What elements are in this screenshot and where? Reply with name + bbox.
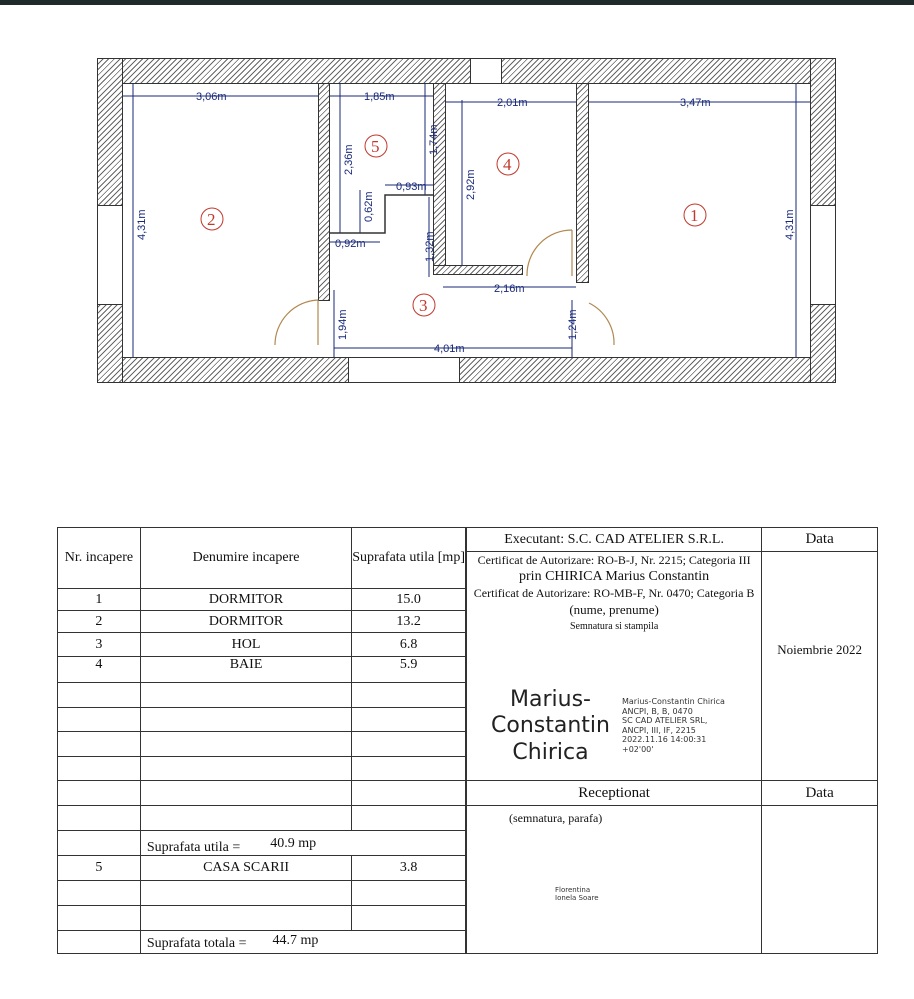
cell-nr: 4 — [58, 657, 141, 683]
cell-name: CASA SCARII — [140, 856, 351, 881]
signature-details — [622, 697, 725, 755]
dim-label: 3,47m — [680, 97, 711, 109]
sig-detail: ANCPI, III, IF, 2215 — [622, 725, 696, 735]
dim-label: 0,93m — [396, 181, 427, 193]
parafa-text: (semnatura, parafa) — [509, 811, 603, 825]
cell-name: DORMITOR — [140, 611, 351, 633]
header-denumire: Denumire incapere — [140, 528, 351, 589]
cell-name: BAIE — [140, 657, 351, 683]
utila-label: Suprafata utila = — [146, 839, 241, 855]
digital-signature — [491, 687, 610, 766]
nume-text: (nume, prenume) — [569, 601, 659, 617]
cell-name: HOL — [140, 633, 351, 657]
room-number-3: 3 — [419, 296, 428, 315]
receptionat-label: Receptionat — [467, 781, 762, 806]
totala-value: 44.7 mp — [272, 932, 319, 948]
rooms-table — [57, 527, 466, 954]
table-row — [58, 657, 466, 683]
sig-detail: ANCPI, B, B, 0470 — [622, 706, 693, 716]
table-row — [58, 856, 466, 881]
dim-label: 2,92m — [465, 169, 477, 200]
dim-label: 4,31m — [784, 209, 796, 240]
cell-nr: 5 — [58, 856, 141, 881]
sig-name-line: Chirica — [512, 739, 589, 765]
sig2-line: Ionela Soare — [555, 894, 599, 903]
sig-name-line: Constantin — [491, 713, 610, 739]
dim-label: 0,92m — [335, 238, 366, 250]
receptionat-signature — [555, 886, 599, 903]
data-header: Data — [762, 528, 878, 552]
cell-area: 6.8 — [352, 633, 466, 657]
executant-label: Executant: S.C. CAD ATELIER S.R.L. — [467, 528, 762, 552]
totala-row — [58, 931, 466, 954]
table-row-empty — [58, 757, 466, 781]
cell-nr: 1 — [58, 589, 141, 611]
sig-detail: 2022.11.16 14:00:31 — [622, 735, 707, 745]
sig-detail: +02'00' — [622, 744, 654, 754]
table-row-empty — [58, 881, 466, 906]
room-number-5: 5 — [371, 137, 380, 156]
dim-label: 4,31m — [136, 209, 148, 240]
sig-detail: SC CAD ATELIER SRL, — [622, 716, 708, 726]
utila-row — [58, 831, 466, 856]
dim-label: 4,01m — [434, 343, 465, 355]
sig-name-line: Marius- — [510, 687, 591, 712]
dim-label: 0,62m — [363, 191, 375, 222]
utila-value: 40.9 mp — [270, 835, 317, 851]
table-row — [58, 633, 466, 657]
cell-nr: 3 — [58, 633, 141, 657]
cell-area: 5.9 — [352, 657, 466, 683]
table-row-empty — [58, 683, 466, 708]
room-number-1: 1 — [690, 206, 699, 225]
prin-text: prin CHIRICA Marius Constantin — [519, 569, 710, 585]
cell-area: 13.2 — [352, 611, 466, 633]
dim-label: 1,24m — [567, 309, 579, 340]
totala-label: Suprafata totala = — [146, 935, 247, 951]
table-row-empty — [58, 708, 466, 732]
room-number-4: 4 — [503, 155, 512, 174]
floor-plan-dimensions — [0, 0, 914, 400]
receptionat-date-cell — [762, 806, 878, 954]
table-header — [58, 528, 466, 589]
signature-table — [466, 527, 878, 954]
table-row — [58, 611, 466, 633]
dim-label: 1,74m — [428, 124, 440, 155]
table-row-empty — [58, 806, 466, 831]
header-nr: Nr. incapere — [58, 528, 141, 589]
dim-label: 3,06m — [196, 91, 227, 103]
room-number-2: 2 — [207, 210, 216, 229]
date-cell — [762, 552, 878, 781]
cell-nr: 2 — [58, 611, 141, 633]
table-row — [58, 589, 466, 611]
sig2-line: Florentina — [555, 886, 591, 894]
table-row-empty — [58, 781, 466, 806]
receptionat-cell — [467, 806, 762, 954]
header-suprafata: Suprafata utila [mp] — [352, 528, 466, 589]
date-value: Noiembrie 2022 — [777, 642, 863, 657]
dim-label: 2,16m — [494, 283, 525, 295]
table-row-empty — [58, 906, 466, 931]
cert1-text: Certificat de Autorizare: RO-B-J, Nr. 2215; Categoria III — [477, 553, 751, 567]
semnatura-text: Semnatura si stampila — [569, 621, 659, 633]
dim-label: 2,36m — [343, 144, 355, 175]
sig-detail: Marius-Constantin Chirica — [622, 697, 725, 706]
data-header-2: Data — [762, 781, 878, 806]
cell-area: 15.0 — [352, 589, 466, 611]
cert2-text: Certificat de Autorizare: RO-MB-F, Nr. 0470; Categoria B — [473, 585, 755, 600]
dim-label: 2,01m — [497, 97, 528, 109]
dim-label: 1,32m — [424, 231, 436, 262]
dim-label: 1,94m — [337, 309, 349, 340]
dim-label: 1,85m — [364, 91, 395, 103]
executant-cell — [467, 552, 762, 781]
table-row-empty — [58, 732, 466, 757]
cell-area: 3.8 — [352, 856, 466, 881]
cell-name: DORMITOR — [140, 589, 351, 611]
